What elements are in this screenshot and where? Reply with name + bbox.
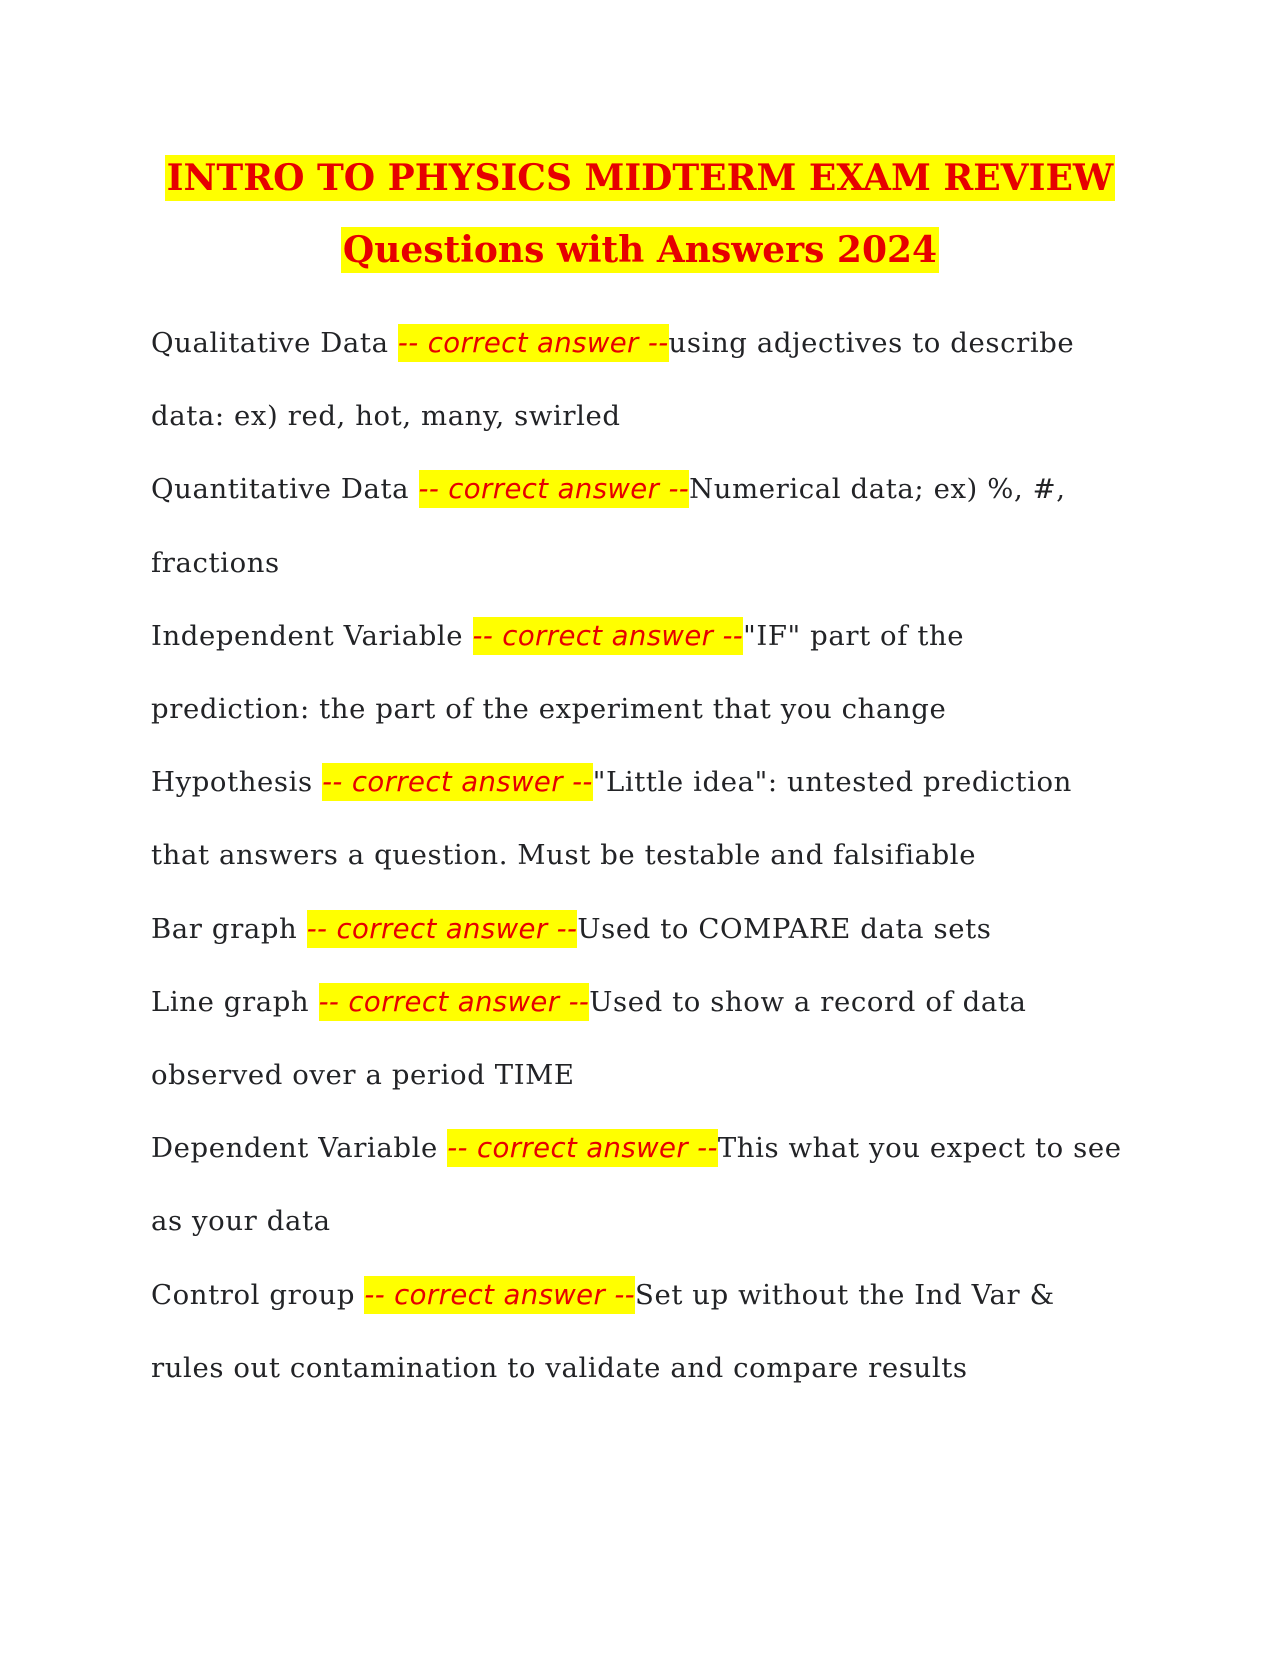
- answer-marker: -- correct answer --: [398, 324, 669, 362]
- title-text-1: INTRO TO PHYSICS MIDTERM EXAM REVIEW: [166, 157, 1114, 199]
- entry-definition: Set up without the Ind Var & rules out contamination to validate and compare results: [151, 1278, 1055, 1384]
- qa-entry: [151, 1259, 1131, 1405]
- qa-entry: [151, 600, 1131, 746]
- entry-term: Quantitative Data: [151, 473, 410, 506]
- entry-term: Qualitative Data: [151, 327, 389, 359]
- answer-marker: -- correct answer --: [473, 617, 744, 655]
- entry-definition: "Little idea": untested prediction that answers a question. Must be testable and falsifiable: [151, 766, 1072, 872]
- entry-definition: "IF" part of the prediction: the part of the experiment that you change: [151, 619, 965, 726]
- entry-definition: using adjectives to describe data: ex) red, hot, many, swirled: [151, 327, 1075, 433]
- entry-definition: Used to show a record of data observed over a period TIME: [151, 985, 1027, 1092]
- answer-marker: -- correct answer --: [447, 1129, 718, 1167]
- answer-marker: -- correct answer --: [364, 1276, 635, 1314]
- qa-entry: [151, 1112, 1131, 1258]
- entry-term: Independent Variable: [151, 619, 464, 652]
- answer-marker: -- correct answer --: [307, 910, 578, 948]
- qa-entry: [151, 893, 1131, 966]
- entry-term: Line graph: [151, 985, 310, 1018]
- answer-marker: -- correct answer --: [419, 470, 690, 508]
- entry-definition: This what you expect to see as your data: [151, 1132, 1122, 1238]
- answer-marker: -- correct answer --: [322, 763, 593, 801]
- entry-term: Hypothesis: [151, 766, 313, 799]
- qa-entry: [151, 307, 1131, 453]
- answer-marker: -- correct answer --: [319, 983, 590, 1021]
- title-line-2: [0, 214, 1280, 286]
- entry-definition: Numerical data; ex) %, #, fractions: [151, 473, 1066, 579]
- entry-term: Control group: [151, 1278, 356, 1311]
- title-line-1: [0, 142, 1280, 214]
- qa-list: [151, 307, 1131, 1405]
- entry-term: Dependent Variable: [151, 1132, 438, 1165]
- qa-entry: [151, 746, 1131, 892]
- entry-definition: Used to COMPARE data sets: [577, 912, 992, 945]
- qa-entry: [151, 966, 1131, 1112]
- document-title: [0, 142, 1280, 286]
- qa-entry: [151, 453, 1131, 599]
- title-text-2: Questions with Answers 2024: [342, 229, 938, 271]
- entry-term: Bar graph: [151, 912, 298, 945]
